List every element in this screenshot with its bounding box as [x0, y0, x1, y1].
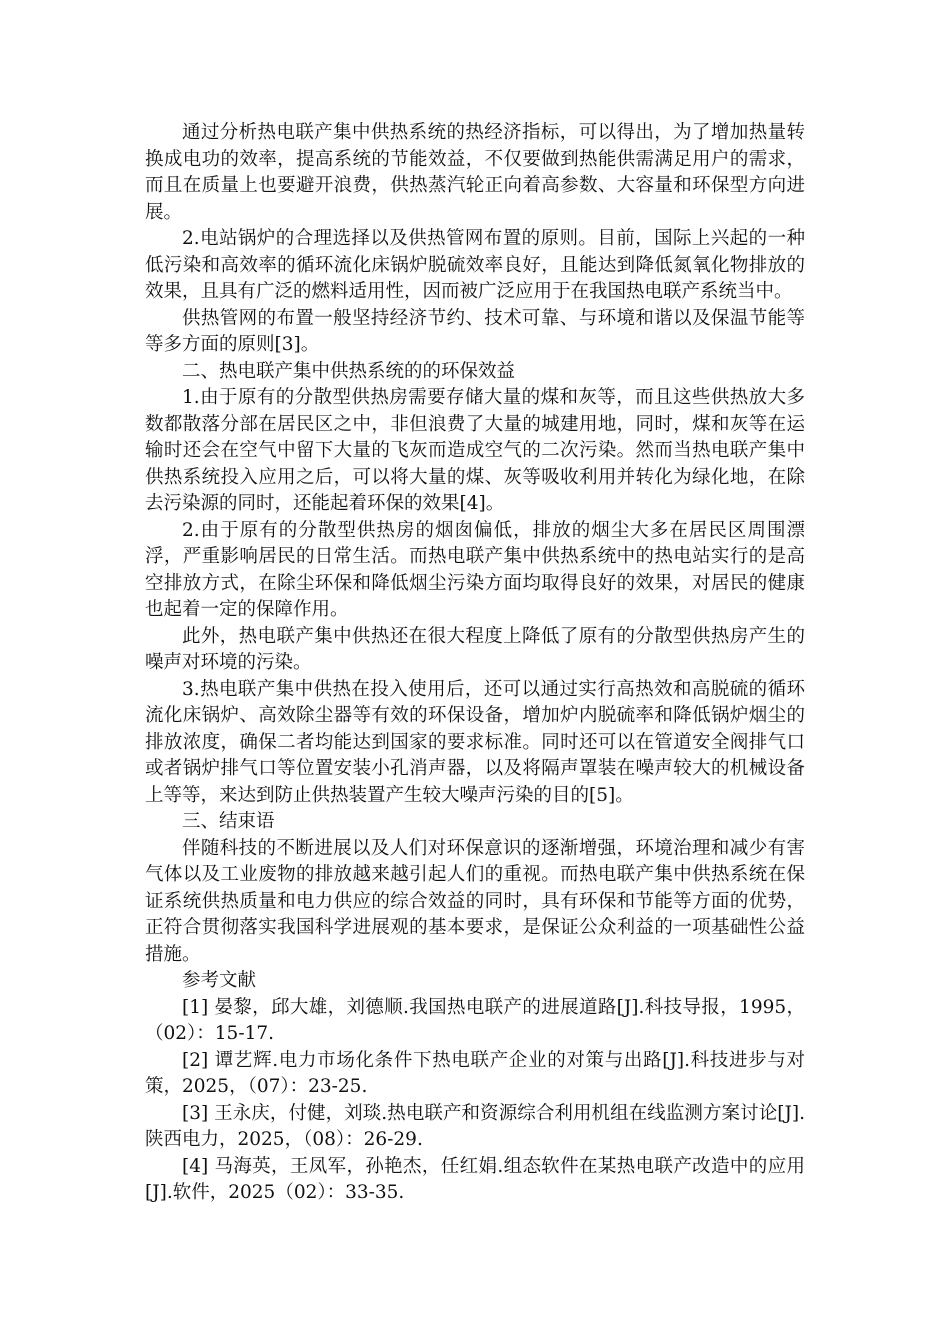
paragraph-pipe-network: 供热管网的布置一般坚持经济节约、技术可靠、与环境和谐以及保温节能等等多方面的原则[3]。	[145, 307, 805, 355]
section-heading-environmental-benefits: 二、热电联产集中供热系统的的环保效益	[182, 360, 516, 382]
paragraph-benefit-2: 2.由于原有的分散型供热房的烟囱偏低，排放的烟尘大多在居民区周围漂浮，严重影响居民的日常生活。而热电联产集中供热系统中的热电站实行的是高空排放方式，在除尘环保和降低烟尘污染方面均取得良好的效果，对居民的健康也起着一定的保障作用。	[145, 519, 805, 620]
paragraph-summary: 通过分析热电联产集中供热系统的热经济指标，可以得出，为了增加热量转换成电功的效率，提高系统的节能效益，不仅要做到热能供需满足用户的需求，而且在质量上也要避开浪费，供热蒸汽轮正向着高参数、大容量和环保型方向进展。	[145, 122, 805, 223]
section-heading-conclusion: 三、结束语	[182, 811, 275, 832]
paragraph-conclusion: 伴随科技的不断进展以及人们对环保意识的逐渐增强，环境治理和减少有害气体以及工业废物的排放越来越引起人们的重视。而热电联产集中供热系统在保证系统供热质量和电力供应的综合效益的同时，具有环保和节能等方面的优势，正符合贯彻落实我国科学进展观的基本要求，是保证公众利益的一项基础性公益措施。	[145, 837, 805, 965]
document-body	[145, 120, 805, 1207]
references-heading: 参考文献	[182, 970, 257, 991]
paragraph-boiler-selection: 2.电站锅炉的合理选择以及供热管网布置的原则。目前，国际上兴起的一种低污染和高效率的循环流化床锅炉脱硫效率良好，且能达到降低氮氧化物排放的效果，且具有广泛的燃料适用性，因而被广泛应用于在我国热电联产系统当中。	[145, 228, 805, 302]
reference-item-3: [3] 王永庆，付健，刘琰.热电联产和资源综合利用机组在线监测方案讨论[J].陕西电力，2025，（08）：26-29.	[145, 1102, 805, 1150]
paragraph-benefit-1: 1.由于原有的分散型供热房需要存储大量的煤和灰等，而且这些供热放大多数都散落分部在居民区之中，非但浪费了大量的城建用地，同时，煤和灰等在运输时还会在空气中留下大量的飞灰而造成空气的二次污染。然而当热电联产集中供热系统投入应用之后，可以将大量的煤、灰等吸收利用并转化为绿化地，在除去污染源的同时，还能起着环保的效果[4]。	[145, 387, 805, 514]
reference-item-2: [2] 谭艺辉.电力市场化条件下热电联产企业的对策与出路[J].科技进步与对策，2025，（07）：23-25.	[145, 1049, 805, 1097]
reference-item-4: [4] 马海英，王凤军，孙艳杰，任红娟.组态软件在某热电联产改造中的应用[J].软件，2025（02）：33-35.	[145, 1155, 805, 1203]
paragraph-noise: 此外，热电联产集中供热还在很大程度上降低了原有的分散型供热房产生的噪声对环境的污染。	[145, 625, 805, 673]
reference-item-1: [1] 晏黎，邱大雄，刘德顺.我国热电联产的进展道路[J].科技导报，1995，（02）：15-17.	[145, 996, 805, 1044]
paragraph-benefit-3: 3.热电联产集中供热在投入使用后，还可以通过实行高热效和高脱硫的循环流化床锅炉、高效除尘器等有效的环保设备，增加炉内脱硫率和降低锅炉烟尘的排放浓度，确保二者均能达到国家的要求标准。同时还可以在管道安全阀排气口或者锅炉排气口等位置安装小孔消声器，以及将隔声罩装在噪声较大的机械设备上等等，来达到防止供热装置产生较大噪声污染的目的[5]。	[145, 678, 805, 806]
